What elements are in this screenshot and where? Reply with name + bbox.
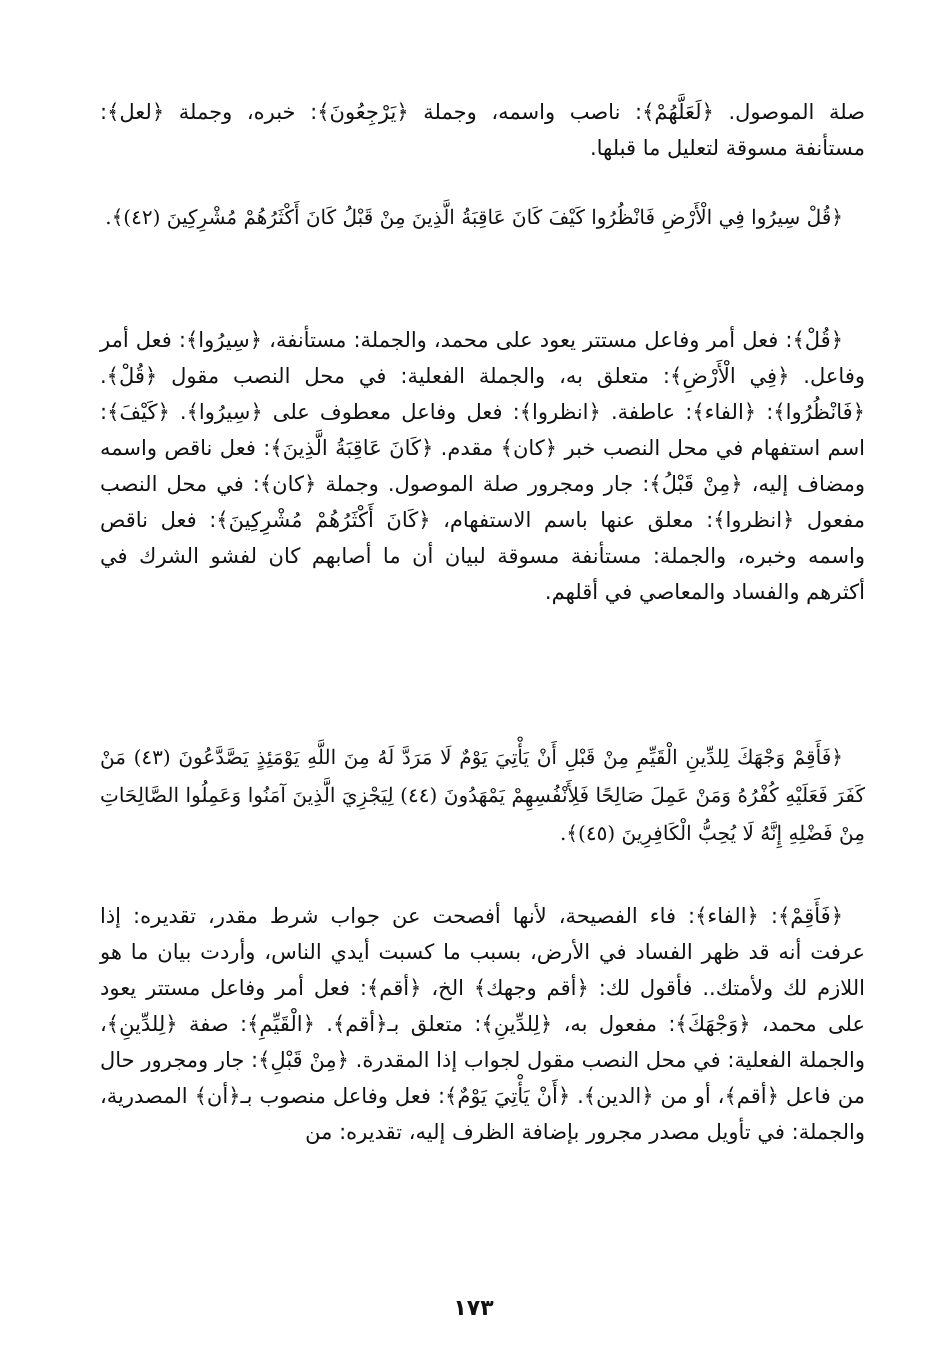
paragraph-continuation: صلة الموصول. ﴿لَعَلَّهُمْ﴾: ناصب واسمه، وجملة ﴿يَرْجِعُونَ﴾: خبره، وجملة ﴿لعل﴾: مستأنفة مسوقة لتعليل ما قبلها.	[100, 100, 865, 160]
quran-verses-43-45: ﴿فَأَقِمْ وَجْهَكَ لِلدِّينِ الْقَيِّمِ مِنْ قَبْلِ أَنْ يَأْتِيَ يَوْمٌ لَا مَرَدَّ لَهُ مِنَ اللَّهِ يَوْمَئِذٍ يَصَّدَّعُونَ (٤٣) مَنْ كَفَرَ فَعَلَيْهِ كُفْرُهُ وَمَنْ عَمِلَ صَالِحًا فَلِأَنْفُسِهِمْ يَمْهَدُونَ (٤٤) لِيَجْزِيَ الَّذِينَ آمَنُوا وَعَمِلُوا الصَّالِحَاتِ مِنْ فَضْلِهِ إِنَّهُ لَا يُحِبُّ الْكَافِرِينَ (٤٥)﴾.	[100, 745, 865, 845]
quran-verse-42: ﴿قُلْ سِيرُوا فِي الْأَرْضِ فَانْظُرُوا كَيْفَ كَانَ عَاقِبَةُ الَّذِينَ مِنْ قَبْلُ كَانَ أَكْثَرُهُمْ مُشْرِكِينَ (٤٢)﴾.	[105, 205, 843, 229]
page-number: ١٧٣	[453, 1296, 494, 1321]
paragraph-analysis-verse-42: ﴿قُلْ﴾: فعل أمر وفاعل مستتر يعود على محمد، والجملة: مستأنفة، ﴿سِيرُوا﴾: فعل أمر وفاعل. ﴿فِي الْأَرْضِ﴾: متعلق به، والجملة الفعلية: في محل النصب مقول ﴿قُلْ﴾. ﴿فَانْظُرُوا﴾: ﴿الفاء﴾: عاطفة. ﴿انظروا﴾: فعل وفاعل معطوف على ﴿سِيرُوا﴾. ﴿كَيْفَ﴾: اسم استفهام في محل النصب خبر ﴿كان﴾ مقدم. ﴿كَانَ عَاقِبَةُ الَّذِينَ﴾: فعل ناقص واسمه ومضاف إليه، ﴿مِنْ قَبْلُ﴾: جار ومجرور صلة الموصول. وجملة ﴿كان﴾: في محل النصب مفعول ﴿انظروا﴾: معلق عنها باسم الاستفهام، ﴿كَانَ أَكْثَرُهُمْ مُشْرِكِينَ﴾: فعل ناقص واسمه وخبره، والجملة: مستأنفة مسوقة لبيان أن ما أصابهم كان لفشو الشرك في أكثرهم والفساد والمعاصي في أقلهم.	[100, 328, 865, 604]
paragraph-analysis-verse-43: ﴿فَأَقِمْ﴾: ﴿الفاء﴾: فاء الفصيحة، لأنها أفصحت عن جواب شرط مقدر، تقديره: إذا عرفت أنه قد ظهر الفساد في الأرض، بسبب ما كسبت أيدي الناس، وأردت بيان ما هو اللازم لك ولأمتك.. فأقول لك: ﴿أقم وجهك﴾ الخ، ﴿أقم﴾: فعل أمر وفاعل مستتر يعود على محمد، ﴿وَجْهَكَ﴾: مفعول به، ﴿لِلدِّينِ﴾: متعلق بـ﴿أقم﴾. ﴿الْقَيِّمِ﴾: صفة ﴿لِلدِّينِ﴾، والجملة الفعلية: في محل النصب مقول لجواب إذا المقدرة. ﴿مِنْ قَبْلِ﴾: جار ومجرور حال من فاعل ﴿أقم﴾، أو من ﴿الدين﴾. ﴿أَنْ يَأْتِيَ يَوْمٌ﴾: فعل وفاعل منصوب بـ﴿أن﴾ المصدرية، والجملة: في تأويل مصدر مجرور بإضافة الظرف إليه، تقديره: من	[100, 904, 865, 1144]
